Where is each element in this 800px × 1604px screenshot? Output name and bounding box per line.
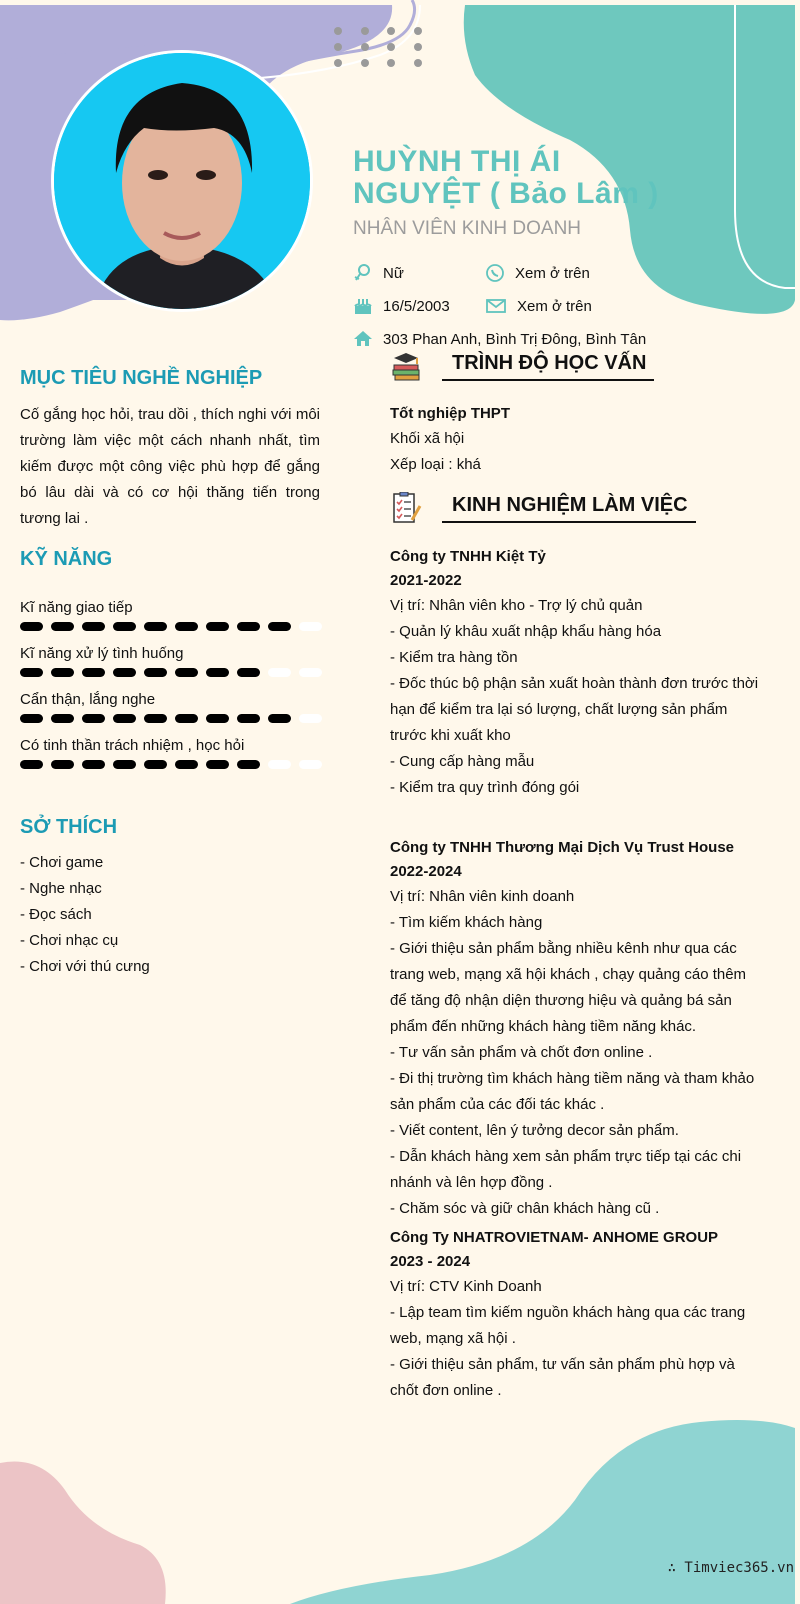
job-line: - Đốc thúc bộ phận sản xuất hoàn thành đơn trước thời hạn để kiểm tra lại só lượng, chất lượng sản phẩm trước khi xuất kho xyxy=(390,675,759,744)
education-block xyxy=(390,402,765,478)
skill-dot-filled xyxy=(206,622,229,631)
skills-heading: KỸ NĂNG xyxy=(20,548,113,570)
skill-label: Cẩn thận, lắng nghe xyxy=(20,691,156,708)
skill-dot-filled xyxy=(20,668,43,677)
person-portrait-icon xyxy=(54,53,310,309)
skill-dot-filled xyxy=(175,622,198,631)
job-company: Công ty TNHH Thương Mại Dịch Vụ Trust House xyxy=(390,839,735,856)
skill-rating xyxy=(20,760,322,769)
job-line: - Viết content, lên ý tưởng decor sản phẩm. xyxy=(390,1122,679,1139)
gender-info xyxy=(353,263,404,283)
education-line: Khối xã hội xyxy=(390,430,465,447)
education-section-header xyxy=(390,350,654,382)
skill-dot-filled xyxy=(237,760,260,769)
job-line: - Tư vấn sản phẩm và chốt đơn online . xyxy=(390,1044,653,1061)
gender-value: Nữ xyxy=(383,264,404,282)
job-line: - Giới thiệu sản phẩm, tư vấn sản phẩm phù hợp và chốt đơn online . xyxy=(390,1356,735,1399)
hobby-item: - Nghe nhạc xyxy=(20,880,102,897)
birthday-info xyxy=(353,296,450,316)
skill-dot-filled xyxy=(268,622,291,631)
education-heading: TRÌNH ĐỘ HỌC VẤN xyxy=(442,352,654,381)
job-line: Vị trí: CTV Kinh Doanh xyxy=(390,1278,542,1295)
birthday-cake-icon xyxy=(353,296,373,316)
skill-dot-empty xyxy=(299,622,322,631)
skill-dot-filled xyxy=(144,714,167,723)
job-line: - Lập team tìm kiếm nguồn khách hàng qua các trang web, mạng xã hội . xyxy=(390,1304,746,1347)
job-company: Công ty TNHH Kiệt Tỷ xyxy=(390,548,546,565)
hobby-item: - Đọc sách xyxy=(20,906,92,923)
skill-dot-filled xyxy=(237,714,260,723)
skill-dot-filled xyxy=(20,760,43,769)
skill-dot-filled xyxy=(82,760,105,769)
skill-dot-filled xyxy=(82,714,105,723)
job-line: - Tìm kiếm khách hàng xyxy=(390,914,543,931)
job-line: - Kiểm tra quy trình đóng gói xyxy=(390,779,580,796)
full-name: HUỲNH THỊ ÁI NGUYỆT ( Bảo Lâm ) xyxy=(353,145,659,210)
birthday-value: 16/5/2003 xyxy=(383,297,450,315)
skill-rating xyxy=(20,622,322,631)
experience-heading: KINH NGHIỆM LÀM VIỆC xyxy=(442,494,696,523)
skill-dot-filled xyxy=(82,622,105,631)
address-value: 303 Phan Anh, Bình Trị Đông, Bình Tân xyxy=(383,330,647,348)
skill-dot-filled xyxy=(175,760,198,769)
job-line: Vị trí: Nhân viên kinh doanh xyxy=(390,888,575,905)
hobbies-list xyxy=(20,850,150,980)
skill-dot-filled xyxy=(113,714,136,723)
skill-dot-filled xyxy=(113,760,136,769)
job-entry xyxy=(390,545,765,801)
job-company: Công Ty NHATROVIETNAM- ANHOME GROUP xyxy=(390,1229,719,1246)
job-entry xyxy=(390,836,765,1222)
job-title: NHÂN VIÊN KINH DOANH xyxy=(353,218,582,239)
experience-section-header xyxy=(390,492,696,524)
skill-dot-filled xyxy=(20,714,43,723)
skill-label: Kĩ năng xử lý tình huống xyxy=(20,645,184,662)
job-entry xyxy=(390,1226,765,1404)
skill-dot-filled xyxy=(20,622,43,631)
phone-info xyxy=(485,263,590,283)
job-period: 2021-2022 xyxy=(390,572,462,589)
job-line: Vị trí: Nhân viên kho - Trợ lý chủ quản xyxy=(390,597,643,614)
skill-dot-filled xyxy=(113,668,136,677)
job-line: - Giới thiệu sản phẩm bằng nhiều kênh như qua các trang web, mạng xã hội khách , chạy quảng cáo thêm để tăng độ nhận diện thương hiệu và quảng bá sản phẩm đến những khách hàng tiềm năng khác. xyxy=(390,940,747,1035)
skill-dot-filled xyxy=(144,622,167,631)
skill-dot-filled xyxy=(237,668,260,677)
hobby-item: - Chơi nhạc cụ xyxy=(20,932,119,949)
job-line: - Chăm sóc và giữ chân khách hàng cũ . xyxy=(390,1200,660,1217)
job-line: - Quản lý khâu xuất nhập khẩu hàng hóa xyxy=(390,623,662,640)
skill-dot-empty xyxy=(299,714,322,723)
job-period: 2023 - 2024 xyxy=(390,1253,471,1270)
skill-dot-filled xyxy=(175,668,198,677)
hobby-item: - Chơi game xyxy=(20,854,104,871)
skill-dot-filled xyxy=(144,668,167,677)
job-line: - Đi thị trường tìm khách hàng tiềm năng và tham khảo sản phẩm của các đối tác khác . xyxy=(390,1070,755,1113)
hobbies-heading: SỞ THÍCH xyxy=(20,816,118,838)
skill-dot-filled xyxy=(82,668,105,677)
job-line: - Cung cấp hàng mẫu xyxy=(390,753,535,770)
envelope-icon xyxy=(485,296,507,316)
skill-dot-filled xyxy=(51,714,74,723)
phone-value: Xem ở trên xyxy=(515,264,590,282)
email-value: Xem ở trên xyxy=(517,297,592,315)
skill-dot-empty xyxy=(268,668,291,677)
objective-text: Cố gắng học hỏi, trau dồi , thích nghi với môi trường làm việc một cách nhanh nhất, tìm kiếm được một công việc phù hợp để gắng bó lâu dài và có cơ hội thăng tiến trong tương lai . xyxy=(20,406,320,527)
watermark: ∴ Timviec365.vn xyxy=(667,1560,794,1576)
objective-heading: MỤC TIÊU NGHỀ NGHIỆP xyxy=(20,367,263,389)
skill-dot-empty xyxy=(268,760,291,769)
skill-label: Kĩ năng giao tiếp xyxy=(20,599,133,616)
skill-dot-empty xyxy=(299,668,322,677)
skill-rating xyxy=(20,714,322,723)
skill-dot-filled xyxy=(206,760,229,769)
profile-photo xyxy=(51,50,313,312)
skill-dot-filled xyxy=(51,622,74,631)
skill-dot-empty xyxy=(299,760,322,769)
skill-dot-filled xyxy=(237,622,260,631)
skill-dot-filled xyxy=(175,714,198,723)
skill-dot-filled xyxy=(144,760,167,769)
skill-dot-filled xyxy=(206,668,229,677)
female-gender-icon xyxy=(353,263,373,283)
skill-label: Có tinh thần trách nhiệm , học hỏi xyxy=(20,737,245,754)
whatsapp-phone-icon xyxy=(485,263,505,283)
skill-rating xyxy=(20,668,322,677)
home-icon xyxy=(353,329,373,349)
education-line: Xếp loại : khá xyxy=(390,456,481,473)
skill-dot-filled xyxy=(206,714,229,723)
skill-dot-filled xyxy=(113,622,136,631)
job-period: 2022-2024 xyxy=(390,863,462,880)
address-info xyxy=(353,329,646,349)
graduation-books-icon xyxy=(390,350,422,382)
job-line: - Dẫn khách hàng xem sản phẩm trực tiếp tại các chi nhánh và lên hợp đồng . xyxy=(390,1148,742,1191)
hobby-item: - Chơi với thú cưng xyxy=(20,958,150,975)
skill-dot-filled xyxy=(51,668,74,677)
email-info xyxy=(485,296,592,316)
job-line: - Kiểm tra hàng tồn xyxy=(390,649,518,666)
skill-dot-filled xyxy=(51,760,74,769)
checklist-icon xyxy=(390,492,422,524)
education-degree: Tốt nghiệp THPT xyxy=(390,405,510,422)
skill-dot-filled xyxy=(268,714,291,723)
